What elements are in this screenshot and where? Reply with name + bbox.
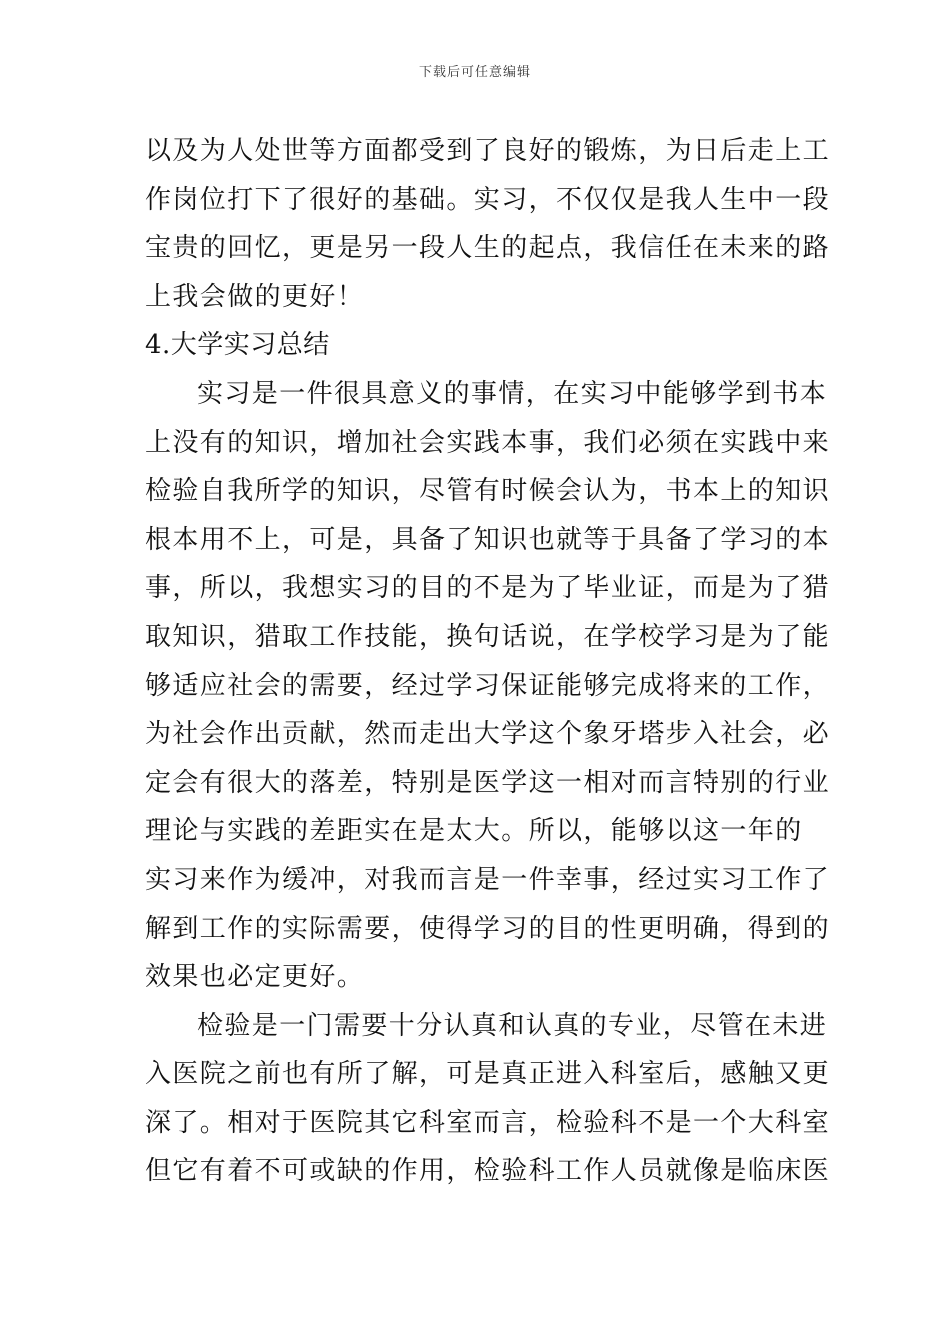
text-line: 事，所以，我想实习的目的不是为了毕业证，而是为了猎 bbox=[145, 573, 831, 604]
text-line: 理论与实践的差距实在是太大。所以，能够以这一年的 bbox=[145, 816, 803, 847]
text-line: 以及为人处世等方面都受到了良好的锻炼，为日后走上工 bbox=[145, 136, 831, 166]
text-line: 但它有着不可或缺的作用，检验科工作人员就像是临床医 bbox=[145, 1156, 831, 1187]
text-line: 效果也必定更好。 bbox=[145, 962, 365, 993]
text-line: 检验自我所学的知识，尽管有时候会认为，书本上的知识 bbox=[145, 476, 831, 507]
text-line: 上没有的知识，增加社会实践本事，我们必须在实践中来 bbox=[145, 427, 831, 458]
text-line: 作岗位打下了很好的基础。实习，不仅仅是我人生中一段 bbox=[145, 184, 831, 215]
text-line: 实习来作为缓冲，对我而言是一件幸事，经过实习工作了 bbox=[145, 864, 831, 895]
text-line: 根本用不上，可是，具备了知识也就等于具备了学习的本 bbox=[145, 524, 831, 555]
text-line: 入医院之前也有所了解，可是真正进入科室后，感触又更 bbox=[145, 1059, 831, 1090]
text-line: 够适应社会的需要，经过学习保证能够完成将来的工作， bbox=[145, 670, 831, 701]
text-line: 取知识，猎取工作技能，换句话说，在学校学习是为了能 bbox=[145, 621, 831, 652]
text-line: 定会有很大的落差，特别是医学这一相对而言特别的行业 bbox=[145, 767, 831, 798]
document-body bbox=[145, 127, 831, 1196]
paragraph-first-line: 实习是一件很具意义的事情，在实习中能够学到书本 bbox=[197, 378, 828, 409]
text-line: 上我会做的更好！ bbox=[145, 281, 365, 312]
text-line: 深了。相对于医院其它科室而言，检验科不是一个大科室 bbox=[145, 1107, 831, 1138]
section-heading: 4.大学实习总结 bbox=[145, 330, 330, 361]
text-line: 宝贵的回忆，更是另一段人生的起点，我信任在未来的路 bbox=[145, 233, 831, 264]
text-line: 解到工作的实际需要，使得学习的目的性更明确，得到的 bbox=[145, 913, 831, 944]
page-header: 下载后可任意编辑 bbox=[418, 65, 531, 80]
paragraph-first-line: 检验是一门需要十分认真和认真的专业，尽管在未进 bbox=[197, 1010, 828, 1041]
text-line: 为社会作出贡献，然而走出大学这个象牙塔步入社会，必 bbox=[145, 719, 831, 750]
